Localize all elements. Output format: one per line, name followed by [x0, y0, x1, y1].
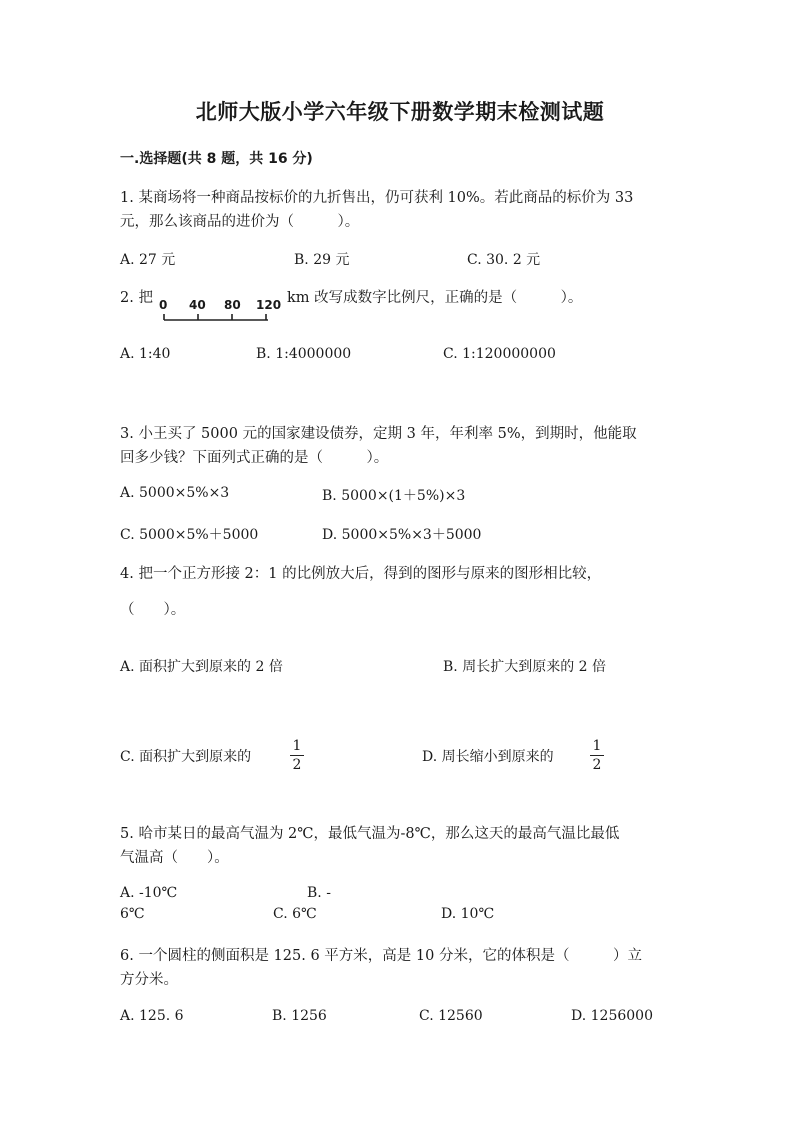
- question-1-option-a: A. 27 元: [120, 252, 176, 268]
- question-1-line-2: 元，那么该商品的进价为（ ）。: [120, 214, 360, 230]
- question-3-line-2: 回多少钱？下面列式正确的是（ ）。: [120, 450, 389, 466]
- scale-label-80: 80: [224, 298, 241, 312]
- question-1-option-b: B. 29 元: [294, 252, 350, 268]
- question-5-line-2: 气温高（ ）。: [120, 850, 229, 866]
- question-1-line-1: 1. 某商场将一种商品按标价的九折售出，仍可获利 10%。若此商品的标价为 33: [120, 190, 634, 206]
- question-6-option-c: C. 12560: [419, 1008, 483, 1024]
- section-heading: 一.选择题(共 8 题，共 16 分): [120, 151, 313, 167]
- question-2-option-b: B. 1:4000000: [256, 346, 352, 362]
- question-2-suffix: km 改写成数字比例尺，正确的是（ ）。: [287, 290, 583, 306]
- question-3-option-d: D. 5000×5%×3＋5000: [322, 527, 482, 543]
- question-5-option-b-continued: 6℃: [120, 906, 145, 922]
- question-3-option-c: C. 5000×5%＋5000: [120, 527, 259, 543]
- question-2-option-a: A. 1:40: [120, 346, 171, 362]
- question-6-option-b: B. 1256: [272, 1008, 327, 1024]
- question-4-option-a: A. 面积扩大到原来的 2 倍: [120, 659, 283, 675]
- question-6-line-2: 方分米。: [120, 972, 178, 988]
- question-5-option-a: A. -10℃: [120, 885, 178, 901]
- question-5-option-b: B. -: [307, 885, 331, 901]
- fraction-numerator: 1: [292, 738, 302, 754]
- question-4-option-d-fraction: [590, 738, 604, 773]
- fraction-denominator: 2: [292, 757, 302, 773]
- question-5-option-c: C. 6℃: [273, 906, 317, 922]
- question-5-line-1: 5. 哈市某日的最高气温为 2℃，最低气温为-8℃，那么这天的最高气温比最低: [120, 826, 620, 842]
- question-4-line-1: 4. 把一个正方形接 2：1 的比例放大后，得到的图形与原来的图形相比较，: [120, 566, 602, 582]
- question-6-option-a: A. 125. 6: [120, 1008, 184, 1024]
- scale-label-0: 0: [159, 298, 168, 312]
- fraction-bar: [290, 755, 304, 756]
- question-3-line-1: 3. 小王买了 5000 元的国家建设债券，定期 3 年，年利率 5%，到期时，他能取: [120, 426, 637, 442]
- question-2-prefix: 2. 把: [120, 290, 153, 306]
- fraction-denominator: 2: [592, 757, 602, 773]
- question-6-line-1: 6. 一个圆柱的侧面积是 125. 6 平方米，高是 10 分米，它的体积是（ ）立: [120, 948, 642, 964]
- question-4-option-d: D. 周长缩小到原来的: [422, 749, 554, 765]
- question-3-option-a: A. 5000×5%×3: [120, 485, 230, 501]
- page-title: 北师大版小学六年级下册数学期末检测试题: [195, 100, 605, 124]
- question-4-option-b: B. 周长扩大到原来的 2 倍: [443, 659, 606, 675]
- question-2-option-c: C. 1:120000000: [443, 346, 556, 362]
- question-3-option-b: B. 5000×(1＋5%)×3: [322, 488, 466, 504]
- question-4-line-2: （ ）。: [120, 602, 186, 618]
- question-4-option-c-fraction: [290, 738, 304, 773]
- question-6-option-d: D. 1256000: [571, 1008, 653, 1024]
- scale-label-120: 120: [256, 298, 282, 312]
- scale-label-40: 40: [189, 298, 206, 312]
- fraction-bar: [590, 755, 604, 756]
- scale-bar-figure: [158, 293, 284, 325]
- question-1-option-c: C. 30. 2 元: [467, 252, 541, 268]
- question-4-option-c: C. 面积扩大到原来的: [120, 749, 252, 765]
- fraction-numerator: 1: [592, 738, 602, 754]
- question-5-option-d: D. 10℃: [441, 906, 495, 922]
